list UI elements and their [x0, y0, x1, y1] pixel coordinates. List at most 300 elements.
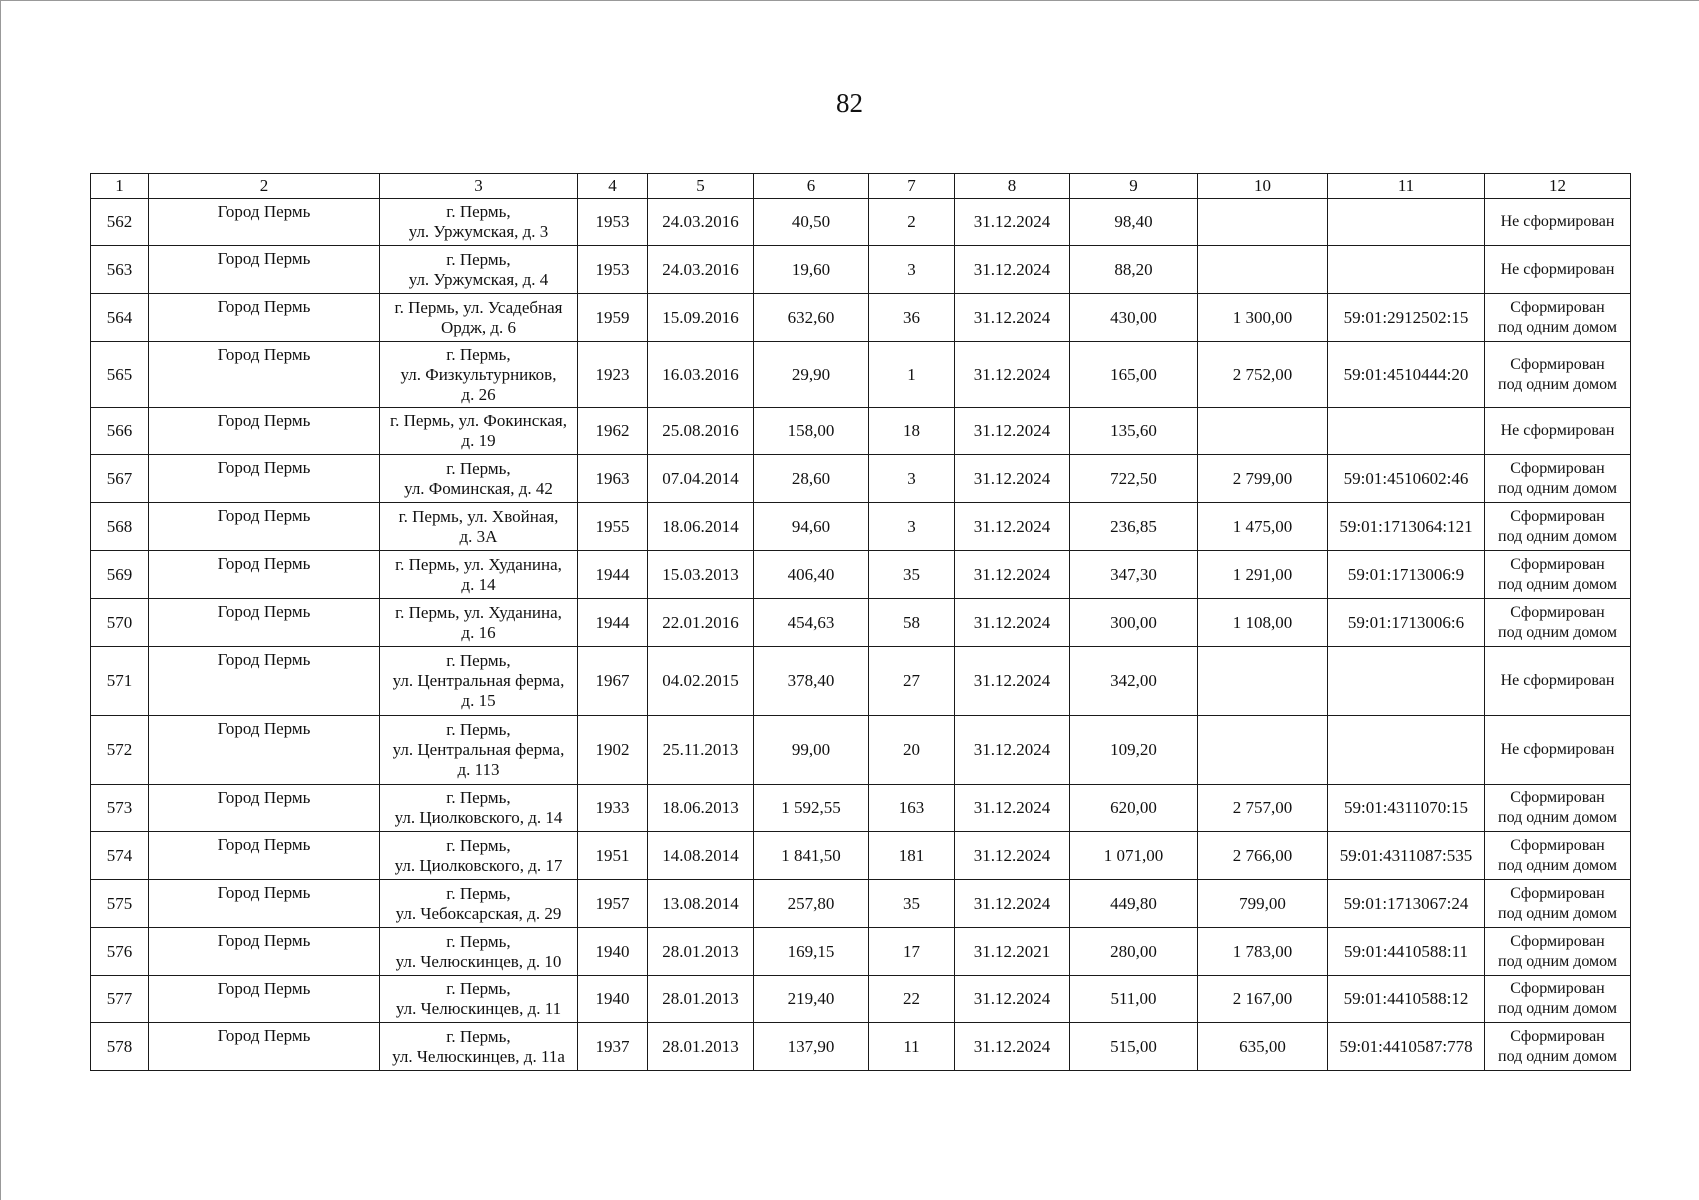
address-cell-line: г. Пермь, ул. Хвойная, — [398, 506, 559, 526]
address-cell-line: ул. Челюскинцев, д. 11а — [392, 1046, 565, 1066]
row-number-cell: 575 — [91, 880, 149, 928]
area-cell: 158,00 — [754, 408, 869, 455]
column-number-header: 11 — [1328, 174, 1485, 199]
column-10-cell — [1198, 246, 1328, 294]
area-cell: 137,90 — [754, 1023, 869, 1071]
address-cell-line: г. Пермь, ул. Фокинская, — [390, 411, 567, 430]
address-cell-line: Ордж, д. 6 — [440, 317, 517, 337]
year-built-cell: 1944 — [578, 599, 648, 647]
recognition-date-cell: 28.01.2013 — [648, 1023, 754, 1071]
column-10-cell: 1 300,00 — [1198, 294, 1328, 342]
address-cell-line: г. Пермь, ул. Худанина, — [395, 602, 562, 622]
column-9-cell: 165,00 — [1070, 342, 1198, 408]
column-9-cell: 88,20 — [1070, 246, 1198, 294]
address-cell-line: д. 19 — [461, 431, 496, 450]
scan-edge-top — [0, 0, 1699, 1]
address-cell — [380, 294, 578, 342]
planned-date-cell: 31.12.2024 — [955, 551, 1070, 599]
year-built-cell: 1957 — [578, 880, 648, 928]
column-10-cell: 799,00 — [1198, 880, 1328, 928]
municipality-cell: Город Пермь — [149, 647, 380, 716]
municipality-cell: Город Пермь — [149, 342, 380, 408]
recognition-date-cell: 28.01.2013 — [648, 928, 754, 976]
cadastral-number-cell: 59:01:2912502:15 — [1328, 294, 1485, 342]
column-9-cell: 109,20 — [1070, 716, 1198, 785]
cadastral-number-cell: 59:01:4510444:20 — [1328, 342, 1485, 408]
column-9-cell: 342,00 — [1070, 647, 1198, 716]
address-cell-line: ул. Фоминская, д. 42 — [404, 478, 553, 498]
address-cell — [380, 647, 578, 716]
column-9-cell: 430,00 — [1070, 294, 1198, 342]
land-status-cell-line: под одним домом — [1498, 856, 1617, 874]
municipality-cell: Город Пермь — [149, 599, 380, 647]
land-status-cell — [1485, 246, 1631, 294]
land-status-cell-line: под одним домом — [1498, 1000, 1617, 1017]
row-number-cell: 573 — [91, 785, 149, 832]
table-body — [91, 199, 1631, 1071]
planned-date-cell: 31.12.2024 — [955, 647, 1070, 716]
address-cell-line: г. Пермь, — [446, 788, 511, 807]
column-9-cell: 722,50 — [1070, 455, 1198, 503]
area-cell: 28,60 — [754, 455, 869, 503]
land-status-cell-line: под одним домом — [1498, 575, 1617, 593]
year-built-cell: 1902 — [578, 716, 648, 785]
land-status-cell — [1485, 199, 1631, 246]
column-9-cell: 1 071,00 — [1070, 832, 1198, 880]
cadastral-number-cell — [1328, 408, 1485, 455]
address-cell — [380, 832, 578, 880]
municipality-cell: Город Пермь — [149, 880, 380, 928]
land-status-cell-line: Сформирован — [1510, 932, 1605, 950]
table-row — [91, 294, 1631, 342]
year-built-cell: 1955 — [578, 503, 648, 551]
cadastral-number-cell: 59:01:1713006:6 — [1328, 599, 1485, 647]
column-9-cell: 236,85 — [1070, 503, 1198, 551]
row-number-cell: 564 — [91, 294, 149, 342]
table-row — [91, 716, 1631, 785]
column-10-cell: 2 766,00 — [1198, 832, 1328, 880]
municipality-cell: Город Пермь — [149, 199, 380, 246]
land-status-cell — [1485, 408, 1631, 455]
table-row — [91, 551, 1631, 599]
cadastral-number-cell — [1328, 246, 1485, 294]
row-number-cell: 569 — [91, 551, 149, 599]
land-status-cell — [1485, 342, 1631, 408]
recognition-date-cell: 14.08.2014 — [648, 832, 754, 880]
residents-cell: 17 — [869, 928, 955, 976]
cadastral-number-cell: 59:01:4410588:12 — [1328, 976, 1485, 1023]
land-status-cell-line: Не сформирован — [1500, 741, 1615, 758]
register-table — [90, 173, 1631, 1071]
table-row — [91, 342, 1631, 408]
table-row — [91, 976, 1631, 1023]
row-number-cell: 566 — [91, 408, 149, 455]
municipality-cell: Город Пермь — [149, 976, 380, 1023]
residents-cell: 58 — [869, 599, 955, 647]
planned-date-cell: 31.12.2024 — [955, 976, 1070, 1023]
year-built-cell: 1951 — [578, 832, 648, 880]
year-built-cell: 1923 — [578, 342, 648, 408]
address-cell-line: г. Пермь, — [446, 202, 511, 221]
municipality-cell: Город Пермь — [149, 551, 380, 599]
area-cell: 99,00 — [754, 716, 869, 785]
residents-cell: 36 — [869, 294, 955, 342]
area-cell: 1 592,55 — [754, 785, 869, 832]
column-number-header: 3 — [380, 174, 578, 199]
recognition-date-cell: 24.03.2016 — [648, 199, 754, 246]
year-built-cell: 1963 — [578, 455, 648, 503]
recognition-date-cell: 13.08.2014 — [648, 880, 754, 928]
column-number-header: 7 — [869, 174, 955, 199]
row-number-cell: 568 — [91, 503, 149, 551]
planned-date-cell: 31.12.2024 — [955, 199, 1070, 246]
column-9-cell: 620,00 — [1070, 785, 1198, 832]
land-status-cell-line: Сформирован — [1510, 555, 1605, 573]
residents-cell: 2 — [869, 199, 955, 246]
column-10-cell: 1 475,00 — [1198, 503, 1328, 551]
land-status-cell — [1485, 503, 1631, 551]
land-status-cell-line: Не сформирован — [1500, 213, 1615, 230]
column-number-header: 12 — [1485, 174, 1631, 199]
column-9-cell: 98,40 — [1070, 199, 1198, 246]
table-row — [91, 647, 1631, 716]
land-status-cell-line: Сформирован — [1510, 1027, 1605, 1045]
land-status-cell — [1485, 785, 1631, 832]
land-status-cell — [1485, 455, 1631, 503]
column-number-header: 6 — [754, 174, 869, 199]
row-number-cell: 572 — [91, 716, 149, 785]
residents-cell: 35 — [869, 880, 955, 928]
land-status-cell-line: под одним домом — [1498, 952, 1617, 970]
address-cell — [380, 551, 578, 599]
municipality-cell: Город Пермь — [149, 1023, 380, 1071]
planned-date-cell: 31.12.2024 — [955, 294, 1070, 342]
municipality-cell: Город Пермь — [149, 832, 380, 880]
row-number-cell: 577 — [91, 976, 149, 1023]
residents-cell: 27 — [869, 647, 955, 716]
address-cell-line: г. Пермь, ул. Худанина, — [395, 554, 562, 574]
column-10-cell — [1198, 199, 1328, 246]
recognition-date-cell: 07.04.2014 — [648, 455, 754, 503]
cadastral-number-cell: 59:01:4311070:15 — [1328, 785, 1485, 832]
area-cell: 378,40 — [754, 647, 869, 716]
row-number-cell: 571 — [91, 647, 149, 716]
land-status-cell-line: Сформирован — [1510, 507, 1605, 525]
recognition-date-cell: 22.01.2016 — [648, 599, 754, 647]
recognition-date-cell: 04.02.2015 — [648, 647, 754, 716]
address-cell-line: г. Пермь, — [446, 931, 511, 951]
planned-date-cell: 31.12.2024 — [955, 880, 1070, 928]
recognition-date-cell: 25.08.2016 — [648, 408, 754, 455]
address-cell-line: г. Пермь, — [446, 249, 511, 269]
address-cell — [380, 880, 578, 928]
address-cell-line: ул. Физкультурников, — [400, 364, 557, 384]
municipality-cell: Город Пермь — [149, 246, 380, 294]
column-number-header: 9 — [1070, 174, 1198, 199]
land-status-cell-line: Сформирован — [1510, 459, 1605, 477]
address-cell-line: ул. Циолковского, д. 17 — [394, 855, 563, 875]
residents-cell: 11 — [869, 1023, 955, 1071]
recognition-date-cell: 18.06.2014 — [648, 503, 754, 551]
planned-date-cell: 31.12.2024 — [955, 408, 1070, 455]
address-cell — [380, 246, 578, 294]
planned-date-cell: 31.12.2024 — [955, 716, 1070, 785]
address-cell-line: ул. Циолковского, д. 14 — [394, 808, 563, 827]
area-cell: 169,15 — [754, 928, 869, 976]
area-cell: 632,60 — [754, 294, 869, 342]
page-number: 82 — [836, 88, 863, 118]
cadastral-number-cell — [1328, 716, 1485, 785]
cadastral-number-cell — [1328, 199, 1485, 246]
column-10-cell: 2 757,00 — [1198, 785, 1328, 832]
table-row — [91, 199, 1631, 246]
column-number-header: 10 — [1198, 174, 1328, 199]
cadastral-number-cell: 59:01:1713067:24 — [1328, 880, 1485, 928]
column-10-cell: 2 799,00 — [1198, 455, 1328, 503]
column-10-cell: 1 783,00 — [1198, 928, 1328, 976]
area-cell: 257,80 — [754, 880, 869, 928]
row-number-cell: 567 — [91, 455, 149, 503]
area-cell: 1 841,50 — [754, 832, 869, 880]
land-status-cell — [1485, 832, 1631, 880]
year-built-cell: 1953 — [578, 246, 648, 294]
land-status-cell-line: под одним домом — [1498, 904, 1617, 922]
land-status-cell-line: Не сформирован — [1500, 672, 1615, 689]
address-cell-line: г. Пермь, — [446, 1026, 511, 1046]
residents-cell: 3 — [869, 246, 955, 294]
cadastral-number-cell: 59:01:1713064:121 — [1328, 503, 1485, 551]
land-status-cell-line: Не сформирован — [1500, 422, 1615, 439]
column-10-cell — [1198, 408, 1328, 455]
municipality-cell: Город Пермь — [149, 928, 380, 976]
area-cell: 40,50 — [754, 199, 869, 246]
land-status-cell — [1485, 716, 1631, 785]
column-number-header: 8 — [955, 174, 1070, 199]
area-cell: 219,40 — [754, 976, 869, 1023]
row-number-cell: 562 — [91, 199, 149, 246]
year-built-cell: 1937 — [578, 1023, 648, 1071]
column-number-row — [91, 174, 1631, 199]
planned-date-cell: 31.12.2024 — [955, 832, 1070, 880]
column-9-cell: 280,00 — [1070, 928, 1198, 976]
municipality-cell: Город Пермь — [149, 716, 380, 785]
table-row — [91, 408, 1631, 455]
planned-date-cell: 31.12.2024 — [955, 599, 1070, 647]
address-cell-line: ул. Уржумская, д. 4 — [408, 269, 549, 289]
municipality-cell: Город Пермь — [149, 455, 380, 503]
table-row — [91, 832, 1631, 880]
address-cell — [380, 342, 578, 408]
planned-date-cell: 31.12.2024 — [955, 455, 1070, 503]
recognition-date-cell: 28.01.2013 — [648, 976, 754, 1023]
land-status-cell-line: под одним домом — [1498, 1047, 1617, 1065]
residents-cell: 35 — [869, 551, 955, 599]
land-status-cell-line: под одним домом — [1498, 623, 1617, 641]
table-row — [91, 455, 1631, 503]
table-row — [91, 928, 1631, 976]
land-status-cell-line: Сформирован — [1510, 603, 1605, 621]
land-status-cell-line: под одним домом — [1498, 479, 1617, 497]
year-built-cell: 1953 — [578, 199, 648, 246]
address-cell-line: г. Пермь, — [446, 458, 511, 478]
cadastral-number-cell: 59:01:4311087:535 — [1328, 832, 1485, 880]
year-built-cell: 1940 — [578, 976, 648, 1023]
land-status-cell-line: под одним домом — [1498, 318, 1617, 336]
column-9-cell: 300,00 — [1070, 599, 1198, 647]
column-9-cell: 135,60 — [1070, 408, 1198, 455]
address-cell-line: ул. Уржумская, д. 3 — [408, 222, 549, 241]
recognition-date-cell: 18.06.2013 — [648, 785, 754, 832]
cadastral-number-cell: 59:01:1713006:9 — [1328, 551, 1485, 599]
land-status-cell-line: Сформирован — [1510, 789, 1605, 806]
cadastral-number-cell: 59:01:4510602:46 — [1328, 455, 1485, 503]
land-status-cell-line: Сформирован — [1510, 980, 1605, 997]
area-cell: 94,60 — [754, 503, 869, 551]
column-number-header: 5 — [648, 174, 754, 199]
address-cell — [380, 503, 578, 551]
land-status-cell-line: под одним домом — [1498, 375, 1617, 393]
municipality-cell: Город Пермь — [149, 294, 380, 342]
column-10-cell: 2 752,00 — [1198, 342, 1328, 408]
row-number-cell: 565 — [91, 342, 149, 408]
row-number-cell: 578 — [91, 1023, 149, 1071]
address-cell-line: д. 14 — [461, 574, 496, 594]
address-cell-line: ул. Центральная ферма, — [392, 671, 565, 690]
area-cell: 406,40 — [754, 551, 869, 599]
planned-date-cell: 31.12.2021 — [955, 928, 1070, 976]
row-number-cell: 570 — [91, 599, 149, 647]
planned-date-cell: 31.12.2024 — [955, 246, 1070, 294]
address-cell — [380, 408, 578, 455]
address-cell — [380, 455, 578, 503]
municipality-cell: Город Пермь — [149, 503, 380, 551]
residents-cell: 22 — [869, 976, 955, 1023]
scan-edge-left — [0, 0, 1, 1200]
address-cell-line: д. 16 — [461, 622, 496, 642]
land-status-cell — [1485, 599, 1631, 647]
address-cell — [380, 1023, 578, 1071]
column-10-cell: 1 291,00 — [1198, 551, 1328, 599]
recognition-date-cell: 16.03.2016 — [648, 342, 754, 408]
address-cell — [380, 928, 578, 976]
address-cell-line: ул. Челюскинцев, д. 11 — [395, 999, 562, 1018]
area-cell: 454,63 — [754, 599, 869, 647]
planned-date-cell: 31.12.2024 — [955, 785, 1070, 832]
land-status-cell-line: Сформирован — [1510, 298, 1605, 316]
land-status-cell — [1485, 551, 1631, 599]
address-cell-line: ул. Чебоксарская, д. 29 — [395, 903, 562, 923]
land-status-cell-line: под одним домом — [1498, 527, 1617, 545]
planned-date-cell: 31.12.2024 — [955, 503, 1070, 551]
area-cell: 19,60 — [754, 246, 869, 294]
recognition-date-cell: 25.11.2013 — [648, 716, 754, 785]
land-status-cell-line: Сформирован — [1510, 884, 1605, 902]
year-built-cell: 1940 — [578, 928, 648, 976]
column-10-cell: 1 108,00 — [1198, 599, 1328, 647]
address-cell-line: г. Пермь, — [446, 883, 511, 903]
municipality-cell: Город Пермь — [149, 408, 380, 455]
table-row — [91, 503, 1631, 551]
address-cell — [380, 785, 578, 832]
address-cell-line: д. 113 — [457, 760, 500, 779]
table-row — [91, 785, 1631, 832]
table-row — [91, 246, 1631, 294]
address-cell — [380, 599, 578, 647]
cadastral-number-cell: 59:01:4410588:11 — [1328, 928, 1485, 976]
land-status-cell — [1485, 880, 1631, 928]
column-10-cell — [1198, 647, 1328, 716]
address-cell-line: г. Пермь, ул. Усадебная — [394, 297, 563, 317]
address-cell — [380, 199, 578, 246]
residents-cell: 1 — [869, 342, 955, 408]
area-cell: 29,90 — [754, 342, 869, 408]
year-built-cell: 1967 — [578, 647, 648, 716]
recognition-date-cell: 24.03.2016 — [648, 246, 754, 294]
address-cell — [380, 716, 578, 785]
land-status-cell — [1485, 976, 1631, 1023]
address-cell-line: д. 15 — [461, 691, 496, 710]
year-built-cell: 1959 — [578, 294, 648, 342]
address-cell-line: г. Пермь, — [446, 720, 511, 739]
cadastral-number-cell: 59:01:4410587:778 — [1328, 1023, 1485, 1071]
cadastral-number-cell — [1328, 647, 1485, 716]
column-number-header: 1 — [91, 174, 149, 199]
year-built-cell: 1962 — [578, 408, 648, 455]
recognition-date-cell: 15.03.2013 — [648, 551, 754, 599]
address-cell — [380, 976, 578, 1023]
residents-cell: 20 — [869, 716, 955, 785]
year-built-cell: 1944 — [578, 551, 648, 599]
row-number-cell: 574 — [91, 832, 149, 880]
land-status-cell-line: под одним домом — [1498, 809, 1617, 826]
table-row — [91, 880, 1631, 928]
column-10-cell: 635,00 — [1198, 1023, 1328, 1071]
municipality-cell: Город Пермь — [149, 785, 380, 832]
planned-date-cell: 31.12.2024 — [955, 342, 1070, 408]
residents-cell: 18 — [869, 408, 955, 455]
land-status-cell-line: Не сформирован — [1500, 260, 1615, 278]
land-status-cell — [1485, 647, 1631, 716]
address-cell-line: д. 26 — [461, 384, 496, 404]
land-status-cell — [1485, 928, 1631, 976]
column-9-cell: 347,30 — [1070, 551, 1198, 599]
recognition-date-cell: 15.09.2016 — [648, 294, 754, 342]
row-number-cell: 563 — [91, 246, 149, 294]
address-cell-line: ул. Центральная ферма, — [392, 740, 565, 759]
column-9-cell: 511,00 — [1070, 976, 1198, 1023]
address-cell-line: ул. Челюскинцев, д. 10 — [395, 951, 562, 971]
land-status-cell-line: Сформирован — [1510, 355, 1605, 373]
address-cell-line: г. Пермь, — [446, 344, 511, 364]
address-cell-line: г. Пермь, — [446, 979, 511, 998]
row-number-cell: 576 — [91, 928, 149, 976]
residents-cell: 181 — [869, 832, 955, 880]
address-cell-line: д. 3А — [459, 526, 498, 546]
residents-cell: 3 — [869, 455, 955, 503]
residents-cell: 3 — [869, 503, 955, 551]
planned-date-cell: 31.12.2024 — [955, 1023, 1070, 1071]
column-9-cell: 515,00 — [1070, 1023, 1198, 1071]
residents-cell: 163 — [869, 785, 955, 832]
column-9-cell: 449,80 — [1070, 880, 1198, 928]
land-status-cell — [1485, 294, 1631, 342]
column-number-header: 4 — [578, 174, 648, 199]
year-built-cell: 1933 — [578, 785, 648, 832]
column-number-header: 2 — [149, 174, 380, 199]
address-cell-line: г. Пермь, — [446, 651, 511, 670]
land-status-cell-line: Сформирован — [1510, 836, 1605, 854]
column-10-cell: 2 167,00 — [1198, 976, 1328, 1023]
